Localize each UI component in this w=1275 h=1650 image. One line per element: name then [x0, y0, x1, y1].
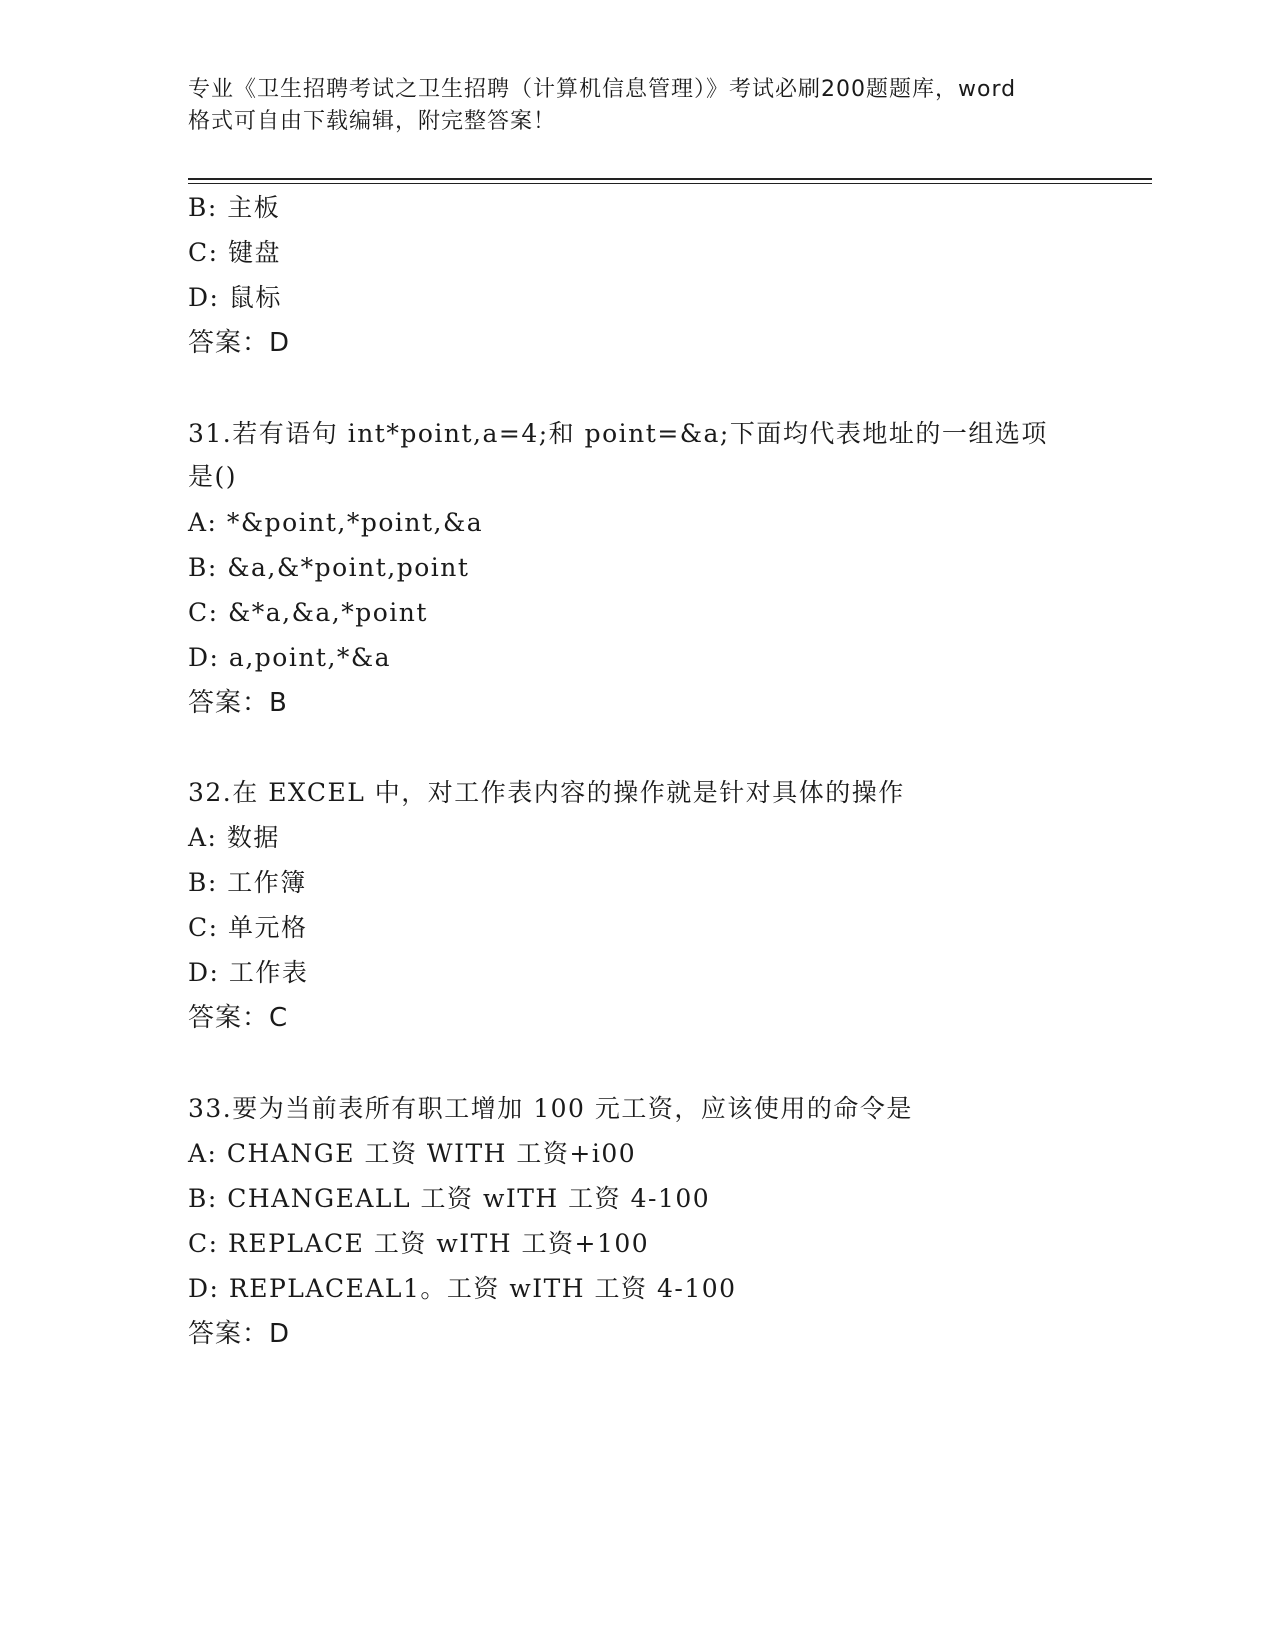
- q33-option-d: D: REPLACEAL1。工资 wITH 工资 4-100: [188, 1274, 737, 1303]
- q31-text-line-1: 31.若有语句 int*point,a=4;和 point=&a;下面均代表地址的一组选项: [188, 419, 1048, 448]
- header-divider-thick: [188, 178, 1152, 180]
- document-header: [188, 74, 1088, 138]
- prev-option-c: C: 键盘: [188, 238, 281, 267]
- q32-option-c: C: 单元格: [188, 913, 308, 942]
- q32-option-b: B: 工作簿: [188, 868, 307, 897]
- q33-option-a: A: CHANGE 工资 WITH 工资+i00: [188, 1139, 637, 1168]
- q32-answer: 答案：C: [188, 1003, 289, 1033]
- q33-option-c: C: REPLACE 工资 wITH 工资+100: [188, 1229, 650, 1258]
- q33-answer: 答案：D: [188, 1319, 291, 1349]
- q32-option-a: A: 数据: [188, 823, 280, 852]
- prev-option-b: B: 主板: [188, 193, 281, 222]
- q31-option-c: C: &*a,&a,*point: [188, 598, 428, 627]
- q31-text-line-2: 是(): [188, 462, 238, 491]
- q31-option-a: A: *&point,*point,&a: [188, 508, 484, 537]
- header-title-line-1: 专业《卫生招聘考试之卫生招聘（计算机信息管理）》考试必刷200题题库，word: [188, 77, 1017, 102]
- header-divider-thin: [188, 183, 1152, 184]
- prev-answer: 答案：D: [188, 328, 291, 358]
- q31-answer: 答案：B: [188, 688, 288, 718]
- q33-text: 33.要为当前表所有职工增加 100 元工资，应该使用的命令是: [188, 1094, 913, 1123]
- header-title-line-2: 格式可自由下载编辑，附完整答案！: [188, 109, 557, 134]
- q32-option-d: D: 工作表: [188, 958, 309, 987]
- q33-option-b: B: CHANGEALL 工资 wITH 工资 4-100: [188, 1184, 711, 1213]
- q31-option-d: D: a,point,*&a: [188, 643, 392, 672]
- q31-option-b: B: &a,&*point,point: [188, 553, 470, 582]
- q32-text: 32.在 EXCEL 中，对工作表内容的操作就是针对具体的操作: [188, 778, 905, 807]
- prev-option-d: D: 鼠标: [188, 283, 282, 312]
